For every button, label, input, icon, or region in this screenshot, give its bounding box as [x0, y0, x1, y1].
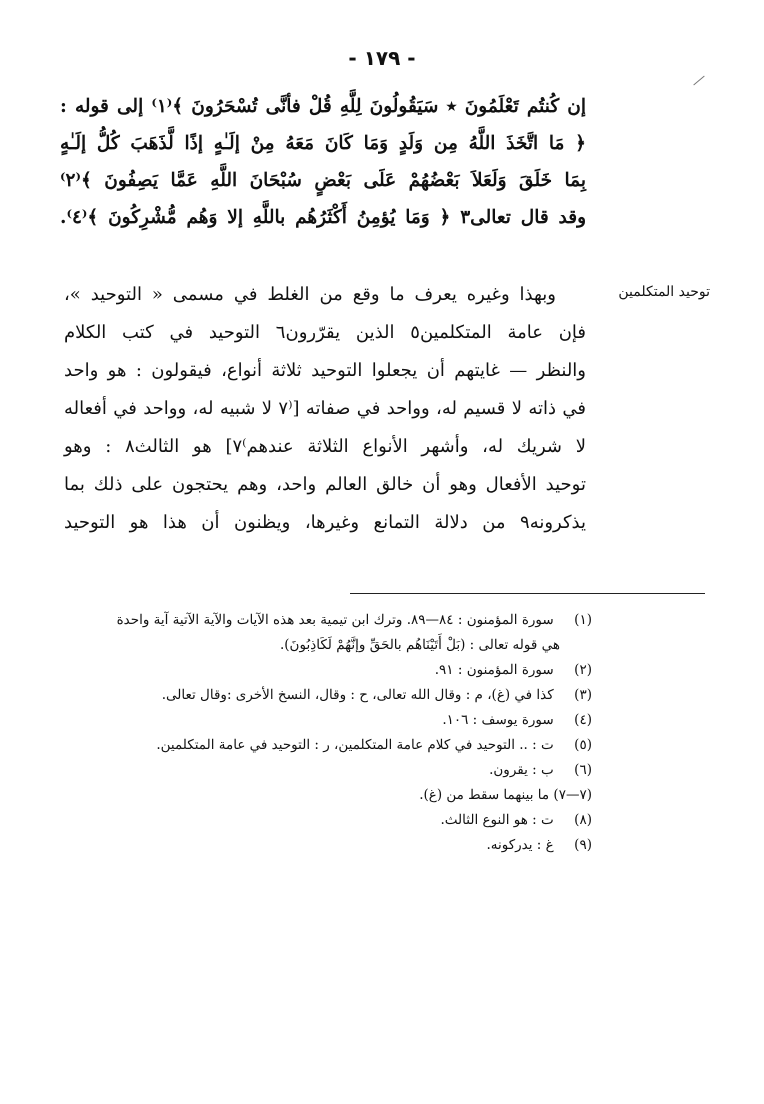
- body-line: يذكرونه٩ من دلالة التمانع وغيرها، ويظنون أن هذا هو التوحيد: [64, 512, 586, 533]
- footnote-text: ب : يقرون.: [489, 762, 554, 778]
- body-line: في ذاته لا قسيم له، وواحد في صفاته [⁽٧ لا شبيه له، وواحد في أفعاله: [64, 398, 586, 419]
- footnote-separator: [350, 593, 705, 594]
- footnote-number: (٨): [574, 812, 592, 828]
- verse-line: إن كُنتُم تَعْلَمُونَ ٭ سَيَقُولُونَ لِلَّهِ قُلْ فأنَّى تُسْحَرُونَ ﴾⁽١⁾ إلى قوله :: [60, 96, 586, 117]
- footnote: [70, 658, 592, 683]
- footnote-number: (٧—٧): [553, 787, 592, 803]
- body-line: والنظر — غايتهم أن يجعلوا التوحيد ثلاثة أنواع، فيقولون : هو واحد: [64, 360, 586, 381]
- footnote-text: هي قوله تعالى : (بَلْ أَتَيْنَاهُم بالحَقِّ وإنَّهُمْ لَكَاذِبُونَ).: [280, 637, 560, 653]
- footnote-text: سورة المؤمنون : ٩١.: [434, 662, 554, 678]
- footnote: [70, 808, 592, 833]
- footnote: [70, 708, 592, 733]
- footnotes-block: [70, 608, 592, 858]
- page-number: - ١٧٩ -: [348, 46, 416, 70]
- footnote: [70, 608, 592, 633]
- footnote: [70, 833, 592, 858]
- footnote-text: ت : هو النوع الثالث.: [440, 812, 554, 828]
- footnote-text: ما بينهما سقط من (غ).: [419, 787, 550, 803]
- body-line: وبهذا وغيره يعرف ما وقع من الغلط في مسمى « التوحيد »،: [64, 284, 556, 305]
- footnote: [70, 633, 592, 658]
- verse-line: ﴿ مَا اتَّخَذَ اللَّهُ مِن وَلَدٍ وَمَا كَانَ مَعَهُ مِنْ إلَـٰهٍ إذًا لَّذَهَبَ كُلُّ إلَـٰهٍ: [60, 133, 586, 154]
- body-line: لا شريك له، وأشهر الأنواع الثلاثة عندهم⁾٧] هو الثالث٨ : وهو: [64, 436, 586, 457]
- footnote-text: ت : .. التوحيد في كلام عامة المتكلمين، ر : التوحيد في عامة المتكلمين.: [156, 737, 554, 753]
- footnote-number: (١): [574, 612, 592, 628]
- footnote: [70, 783, 592, 808]
- footnote: [70, 733, 592, 758]
- footnote-number: (٦): [574, 762, 592, 778]
- verse-line: بِمَا خَلَقَ وَلَعَلاَ بَعْضُهُمْ عَلَى بَعْضٍ سُبْحَانَ اللَّهِ عَمَّا يَصِفُونَ ﴾⁽٢⁾: [60, 170, 586, 191]
- body-paragraph: [64, 276, 586, 542]
- footnote: [70, 683, 592, 708]
- body-line: توحيد الأفعال وهو أن خالق العالم واحد، وهم يحتجون على ذلك بما: [64, 474, 586, 495]
- footnote-text: كذا في (غ)، م : وقال الله تعالى، ح : وقال، النسخ الأخرى :وقال تعالى.: [161, 687, 554, 703]
- verse-line: وقد قال تعالى٣ ﴿ وَمَا يُؤمِنُ أَكْثَرُهُم باللَّهِ إلا وَهُم مُّشْرِكُونَ ﴾⁽٤⁾.: [60, 207, 586, 228]
- footnote-number: (٢): [574, 662, 592, 678]
- footnote-text: سورة المؤمنون : ٨٤—٨٩. وترك ابن تيمية بعد هذه الآيات والآية الآتية آية واحدة: [116, 612, 554, 628]
- footnote-number: (٤): [574, 712, 592, 728]
- quran-verses-block: [60, 88, 586, 236]
- footnote: [70, 758, 592, 783]
- footnote-number: (٥): [574, 737, 592, 753]
- footnote-text: سورة يوسف : ١٠٦.: [442, 712, 554, 728]
- footnote-number: (٩): [574, 837, 592, 853]
- margin-tick-mark: [693, 76, 704, 86]
- footnote-number: (٣): [574, 687, 592, 703]
- footnote-text: غ : يدركونه.: [486, 837, 554, 853]
- margin-section-heading: توحيد المتكلمين: [618, 284, 710, 300]
- body-line: فإن عامة المتكلمين٥ الذين يقرّرون٦ التوحيد في كتب الكلام: [64, 322, 587, 343]
